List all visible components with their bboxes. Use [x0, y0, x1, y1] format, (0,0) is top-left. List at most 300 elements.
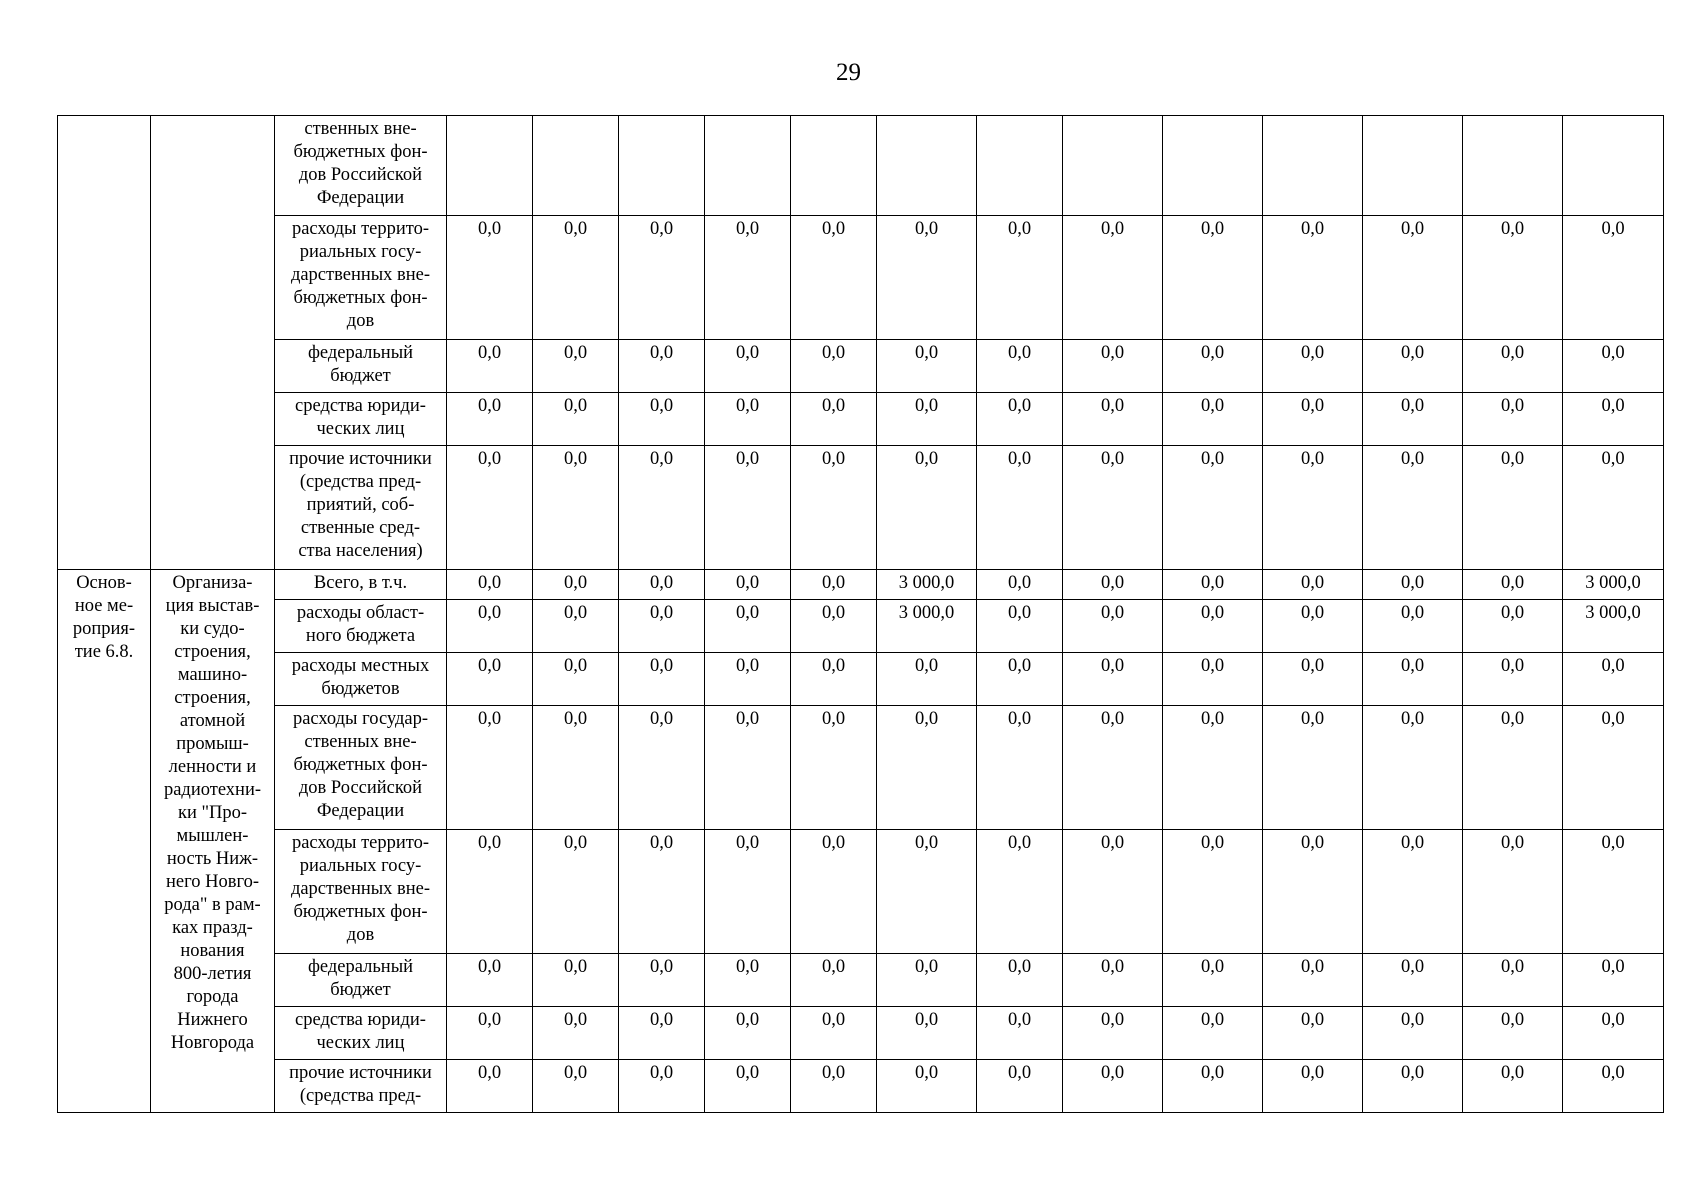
value: 0,0: [1100, 833, 1125, 853]
value: 0,0: [563, 709, 588, 729]
value-cell: [1063, 706, 1163, 830]
value-cell: [1563, 706, 1664, 830]
funding-source-label: Всего, в т.ч.: [313, 573, 408, 593]
value: 0,0: [1300, 396, 1325, 416]
measure-name-cell: [151, 116, 275, 570]
value-cell: [977, 954, 1063, 1007]
value-cell: [1063, 600, 1163, 653]
value-cell: [533, 706, 619, 830]
value-cell: [977, 570, 1063, 600]
table-row: [58, 706, 1664, 830]
measure-label: Основ- ное ме- роприя- тие 6.8.: [72, 573, 136, 662]
table-row: [58, 393, 1664, 446]
value-cell: [1563, 216, 1664, 340]
value-cell: [447, 340, 533, 393]
value-cell: [1363, 1007, 1463, 1060]
value-cell: [977, 393, 1063, 446]
value: 0,0: [735, 709, 760, 729]
value: 0,0: [1007, 343, 1032, 363]
value-cell: [1163, 446, 1263, 570]
value: 0,0: [1500, 709, 1525, 729]
value-cell: [791, 570, 877, 600]
value-cell: [619, 600, 705, 653]
value-cell: [1463, 1060, 1563, 1113]
value-cell: [533, 653, 619, 706]
value: 0,0: [1601, 1063, 1625, 1083]
value-cell: [791, 1060, 877, 1113]
value-cell: [877, 600, 977, 653]
value: 0,0: [1601, 656, 1625, 676]
value-cell: [1563, 830, 1664, 954]
value: 0,0: [1100, 603, 1125, 623]
value: 0,0: [649, 219, 674, 239]
value-cell: [1163, 340, 1263, 393]
value: 0,0: [914, 709, 939, 729]
value-cell: [1563, 1007, 1664, 1060]
value-cell: [533, 954, 619, 1007]
funding-source-cell: [275, 393, 447, 446]
value-cell: [877, 570, 977, 600]
value: 0,0: [1100, 709, 1125, 729]
value: 0,0: [1500, 573, 1525, 593]
value: 0,0: [1500, 957, 1525, 977]
value-cell: [533, 830, 619, 954]
value: 0,0: [821, 603, 846, 623]
value-cell: [1563, 116, 1664, 216]
value: 0,0: [821, 709, 846, 729]
value: 0,0: [1400, 1010, 1425, 1030]
value-cell: [977, 706, 1063, 830]
value: 0,0: [735, 1010, 760, 1030]
value: 0,0: [477, 396, 502, 416]
funding-source-label: средства юриди- ческих лиц: [295, 1010, 426, 1053]
value-cell: [1563, 446, 1664, 570]
value-cell: [619, 1007, 705, 1060]
table-row: [58, 954, 1664, 1007]
value: 3 000,0: [898, 573, 955, 593]
value: 0,0: [563, 957, 588, 977]
value-cell: [877, 216, 977, 340]
funding-source-cell: [275, 116, 447, 216]
measure-cell: [58, 116, 151, 570]
value: 0,0: [1601, 1010, 1625, 1030]
value: 0,0: [1500, 656, 1525, 676]
value: 0,0: [1200, 833, 1225, 853]
value: 0,0: [1007, 709, 1032, 729]
value-cell: [791, 116, 877, 216]
value: 0,0: [1400, 656, 1425, 676]
funding-source-cell: [275, 216, 447, 340]
value: [1463, 116, 1562, 118]
value-cell: [977, 1060, 1063, 1113]
value-cell: [705, 600, 791, 653]
value: 0,0: [649, 1010, 674, 1030]
value-cell: [1463, 653, 1563, 706]
value: 0,0: [914, 343, 939, 363]
value: 0,0: [1007, 219, 1032, 239]
table-row: [58, 653, 1664, 706]
budget-table: [57, 115, 1664, 1113]
value: 0,0: [735, 449, 760, 469]
value-cell: [977, 653, 1063, 706]
value-cell: [447, 393, 533, 446]
value-cell: [619, 830, 705, 954]
value: 0,0: [821, 343, 846, 363]
value-cell: [705, 830, 791, 954]
value: [1163, 116, 1262, 118]
value-cell: [1263, 1007, 1363, 1060]
value: 0,0: [735, 603, 760, 623]
value: 0,0: [1500, 343, 1525, 363]
value-cell: [1563, 570, 1664, 600]
value-cell: [1363, 954, 1463, 1007]
value: 3 000,0: [898, 603, 955, 623]
value: [1363, 116, 1462, 118]
value-cell: [791, 954, 877, 1007]
value: [705, 116, 790, 118]
value: [533, 116, 618, 118]
value: 0,0: [1300, 1010, 1325, 1030]
value: 0,0: [914, 219, 939, 239]
value-cell: [533, 1007, 619, 1060]
value: 0,0: [821, 1010, 846, 1030]
value: 0,0: [649, 449, 674, 469]
value: 0,0: [1400, 603, 1425, 623]
value-cell: [705, 1060, 791, 1113]
value-cell: [533, 116, 619, 216]
value: 0,0: [821, 957, 846, 977]
value-cell: [1263, 393, 1363, 446]
value: 0,0: [1400, 833, 1425, 853]
value: 0,0: [1601, 219, 1625, 239]
value-cell: [1363, 116, 1463, 216]
value-cell: [877, 653, 977, 706]
value-cell: [1163, 216, 1263, 340]
value-cell: [705, 393, 791, 446]
funding-source-cell: [275, 340, 447, 393]
value-cell: [1463, 446, 1563, 570]
value: 0,0: [1300, 1063, 1325, 1083]
value: 0,0: [1500, 219, 1525, 239]
value-cell: [1163, 570, 1263, 600]
value-cell: [1163, 653, 1263, 706]
value-cell: [1463, 340, 1563, 393]
measure-name-cell: [151, 570, 275, 1113]
value: 0,0: [914, 1063, 939, 1083]
value: 0,0: [1007, 833, 1032, 853]
funding-source-cell: [275, 954, 447, 1007]
value-cell: [1163, 1007, 1263, 1060]
value: 0,0: [649, 709, 674, 729]
funding-source-label: федеральный бюджет: [307, 957, 414, 1000]
value-cell: [447, 954, 533, 1007]
table-row: [58, 340, 1664, 393]
measure-name: Организа- ция выстав- ки судо- строения, машино- строения, атомной промыш- ленности и радиотехни- ки "Про- мышлен- ность Ниж- него Новго- рода" в рам- ках празд- нования 800-летия города Нижнего Новгорода: [163, 573, 262, 1053]
value-cell: [533, 340, 619, 393]
value: 0,0: [1400, 343, 1425, 363]
value: 0,0: [649, 833, 674, 853]
value-cell: [1263, 340, 1363, 393]
value-cell: [791, 340, 877, 393]
value: 0,0: [735, 957, 760, 977]
value-cell: [705, 1007, 791, 1060]
value-cell: [619, 393, 705, 446]
value: 0,0: [1400, 573, 1425, 593]
value: [1563, 116, 1663, 118]
value: 0,0: [563, 219, 588, 239]
value: 0,0: [1007, 573, 1032, 593]
value: 0,0: [1300, 219, 1325, 239]
value-cell: [1063, 570, 1163, 600]
value-cell: [447, 653, 533, 706]
value: 0,0: [649, 573, 674, 593]
value: 0,0: [1007, 656, 1032, 676]
value: 0,0: [1300, 957, 1325, 977]
value-cell: [1363, 340, 1463, 393]
page-number: 29: [836, 59, 861, 86]
value: 0,0: [1100, 1010, 1125, 1030]
value: [1063, 116, 1162, 118]
value-cell: [1063, 446, 1163, 570]
value: 0,0: [563, 656, 588, 676]
value: 0,0: [914, 656, 939, 676]
value-cell: [705, 706, 791, 830]
table-row: [58, 600, 1664, 653]
value-cell: [1463, 570, 1563, 600]
table-row: [58, 216, 1664, 340]
value-cell: [705, 446, 791, 570]
value: 0,0: [1100, 573, 1125, 593]
value: 0,0: [821, 449, 846, 469]
value: 0,0: [1300, 343, 1325, 363]
value-cell: [1463, 216, 1563, 340]
value-cell: [877, 830, 977, 954]
value: 0,0: [1100, 449, 1125, 469]
value-cell: [791, 706, 877, 830]
value-cell: [977, 830, 1063, 954]
value-cell: [619, 446, 705, 570]
value: 0,0: [1200, 573, 1225, 593]
value: 0,0: [477, 833, 502, 853]
value: 0,0: [563, 396, 588, 416]
value: 0,0: [1500, 396, 1525, 416]
value-cell: [1263, 446, 1363, 570]
table-row: [58, 570, 1664, 600]
funding-source-label: прочие источники (средства пред-: [289, 1063, 432, 1106]
value: 0,0: [649, 603, 674, 623]
value-cell: [705, 340, 791, 393]
value-cell: [533, 600, 619, 653]
value-cell: [1363, 600, 1463, 653]
funding-source-label: ственных вне- бюджетных фон- дов Российской Федерации: [293, 119, 428, 208]
value: 0,0: [563, 449, 588, 469]
value: 0,0: [735, 396, 760, 416]
value-cell: [977, 446, 1063, 570]
measure-cell: [58, 570, 151, 1113]
value-cell: [1463, 116, 1563, 216]
value-cell: [1063, 830, 1163, 954]
value: 0,0: [914, 957, 939, 977]
value-cell: [791, 446, 877, 570]
value-cell: [791, 393, 877, 446]
value-cell: [1063, 1060, 1163, 1113]
value: 0,0: [477, 709, 502, 729]
value-cell: [447, 116, 533, 216]
funding-source-label: расходы террито- риальных госу- дарственных вне- бюджетных фон- дов: [290, 833, 431, 945]
value-cell: [1263, 600, 1363, 653]
value: 0,0: [1100, 1063, 1125, 1083]
value-cell: [1363, 216, 1463, 340]
value: 0,0: [914, 396, 939, 416]
value-cell: [1063, 954, 1163, 1007]
value: 0,0: [821, 219, 846, 239]
value: [1263, 116, 1362, 118]
table-row: [58, 1007, 1664, 1060]
value-cell: [977, 216, 1063, 340]
value: 0,0: [1200, 1063, 1225, 1083]
value-cell: [619, 216, 705, 340]
value-cell: [1263, 1060, 1363, 1113]
value: 0,0: [1200, 1010, 1225, 1030]
value-cell: [447, 570, 533, 600]
value: 0,0: [1300, 833, 1325, 853]
value-cell: [1263, 830, 1363, 954]
value-cell: [533, 216, 619, 340]
value: 0,0: [477, 573, 502, 593]
value: 3 000,0: [1585, 573, 1641, 593]
value-cell: [877, 340, 977, 393]
value-cell: [1163, 1060, 1263, 1113]
value-cell: [1363, 393, 1463, 446]
value-cell: [1363, 570, 1463, 600]
value-cell: [1063, 1007, 1163, 1060]
value: 0,0: [1300, 709, 1325, 729]
value: 0,0: [1100, 219, 1125, 239]
value: 0,0: [1200, 449, 1225, 469]
value-cell: [1063, 216, 1163, 340]
value-cell: [705, 954, 791, 1007]
value: 0,0: [1007, 1063, 1032, 1083]
value: 0,0: [1100, 957, 1125, 977]
value-cell: [1263, 116, 1363, 216]
value: 0,0: [649, 656, 674, 676]
value: 0,0: [1007, 449, 1032, 469]
value: [619, 116, 704, 118]
value: 0,0: [649, 343, 674, 363]
funding-source-label: прочие источники (средства пред- приятий, соб- ственные сред- ства населения): [289, 449, 432, 561]
funding-source-cell: [275, 653, 447, 706]
value-cell: [447, 216, 533, 340]
value-cell: [1063, 393, 1163, 446]
value: 0,0: [649, 957, 674, 977]
value: 0,0: [477, 957, 502, 977]
value-cell: [1563, 653, 1664, 706]
value-cell: [619, 340, 705, 393]
value-cell: [619, 116, 705, 216]
value: 0,0: [1200, 957, 1225, 977]
value: 0,0: [477, 656, 502, 676]
value: 0,0: [1400, 219, 1425, 239]
value: [791, 116, 876, 118]
funding-source-label: расходы государ- ственных вне- бюджетных фон- дов Российской Федерации: [292, 709, 429, 821]
value-cell: [977, 600, 1063, 653]
value-cell: [619, 954, 705, 1007]
value-cell: [1063, 340, 1163, 393]
value: [977, 116, 1062, 118]
value: 0,0: [1100, 656, 1125, 676]
value: 0,0: [477, 343, 502, 363]
value-cell: [447, 830, 533, 954]
value: 0,0: [477, 603, 502, 623]
value: 0,0: [1400, 396, 1425, 416]
value: 0,0: [563, 573, 588, 593]
value: 0,0: [1007, 957, 1032, 977]
value-cell: [619, 706, 705, 830]
value: 0,0: [563, 603, 588, 623]
value: 0,0: [1500, 1063, 1525, 1083]
value: 0,0: [1400, 957, 1425, 977]
funding-source-cell: [275, 570, 447, 600]
value: 0,0: [914, 1010, 939, 1030]
value: 0,0: [1500, 1010, 1525, 1030]
value: 0,0: [1300, 603, 1325, 623]
value-cell: [619, 1060, 705, 1113]
value-cell: [705, 116, 791, 216]
value-cell: [533, 570, 619, 600]
value: [877, 116, 976, 118]
value: 3 000,0: [1585, 603, 1641, 623]
value-cell: [1563, 600, 1664, 653]
value-cell: [1263, 216, 1363, 340]
value: 0,0: [563, 833, 588, 853]
measure-name: [151, 116, 274, 118]
value: 0,0: [1200, 709, 1225, 729]
value-cell: [1563, 340, 1664, 393]
value-cell: [877, 706, 977, 830]
value-cell: [877, 116, 977, 216]
value-cell: [447, 1007, 533, 1060]
funding-source-cell: [275, 706, 447, 830]
funding-source-label: расходы террито- риальных госу- дарственных вне- бюджетных фон- дов: [290, 219, 431, 331]
value: 0,0: [1200, 603, 1225, 623]
value: 0,0: [821, 396, 846, 416]
value-cell: [1163, 830, 1263, 954]
value-cell: [877, 393, 977, 446]
value-cell: [619, 570, 705, 600]
value-cell: [1363, 446, 1463, 570]
value-cell: [1363, 1060, 1463, 1113]
value: 0,0: [1601, 449, 1625, 469]
value-cell: [533, 393, 619, 446]
value-cell: [447, 706, 533, 830]
value: 0,0: [735, 1063, 760, 1083]
value-cell: [791, 216, 877, 340]
value: 0,0: [914, 833, 939, 853]
funding-source-label: расходы област- ного бюджета: [296, 603, 425, 646]
value-cell: [977, 116, 1063, 216]
value: 0,0: [1200, 656, 1225, 676]
value-cell: [1563, 954, 1664, 1007]
table-row: [58, 830, 1664, 954]
value-cell: [1063, 653, 1163, 706]
value-cell: [1463, 1007, 1563, 1060]
funding-source-cell: [275, 1060, 447, 1113]
value: 0,0: [735, 833, 760, 853]
funding-source-label: расходы местных бюджетов: [291, 656, 430, 699]
value-cell: [705, 653, 791, 706]
value: 0,0: [1200, 343, 1225, 363]
value: 0,0: [1100, 343, 1125, 363]
